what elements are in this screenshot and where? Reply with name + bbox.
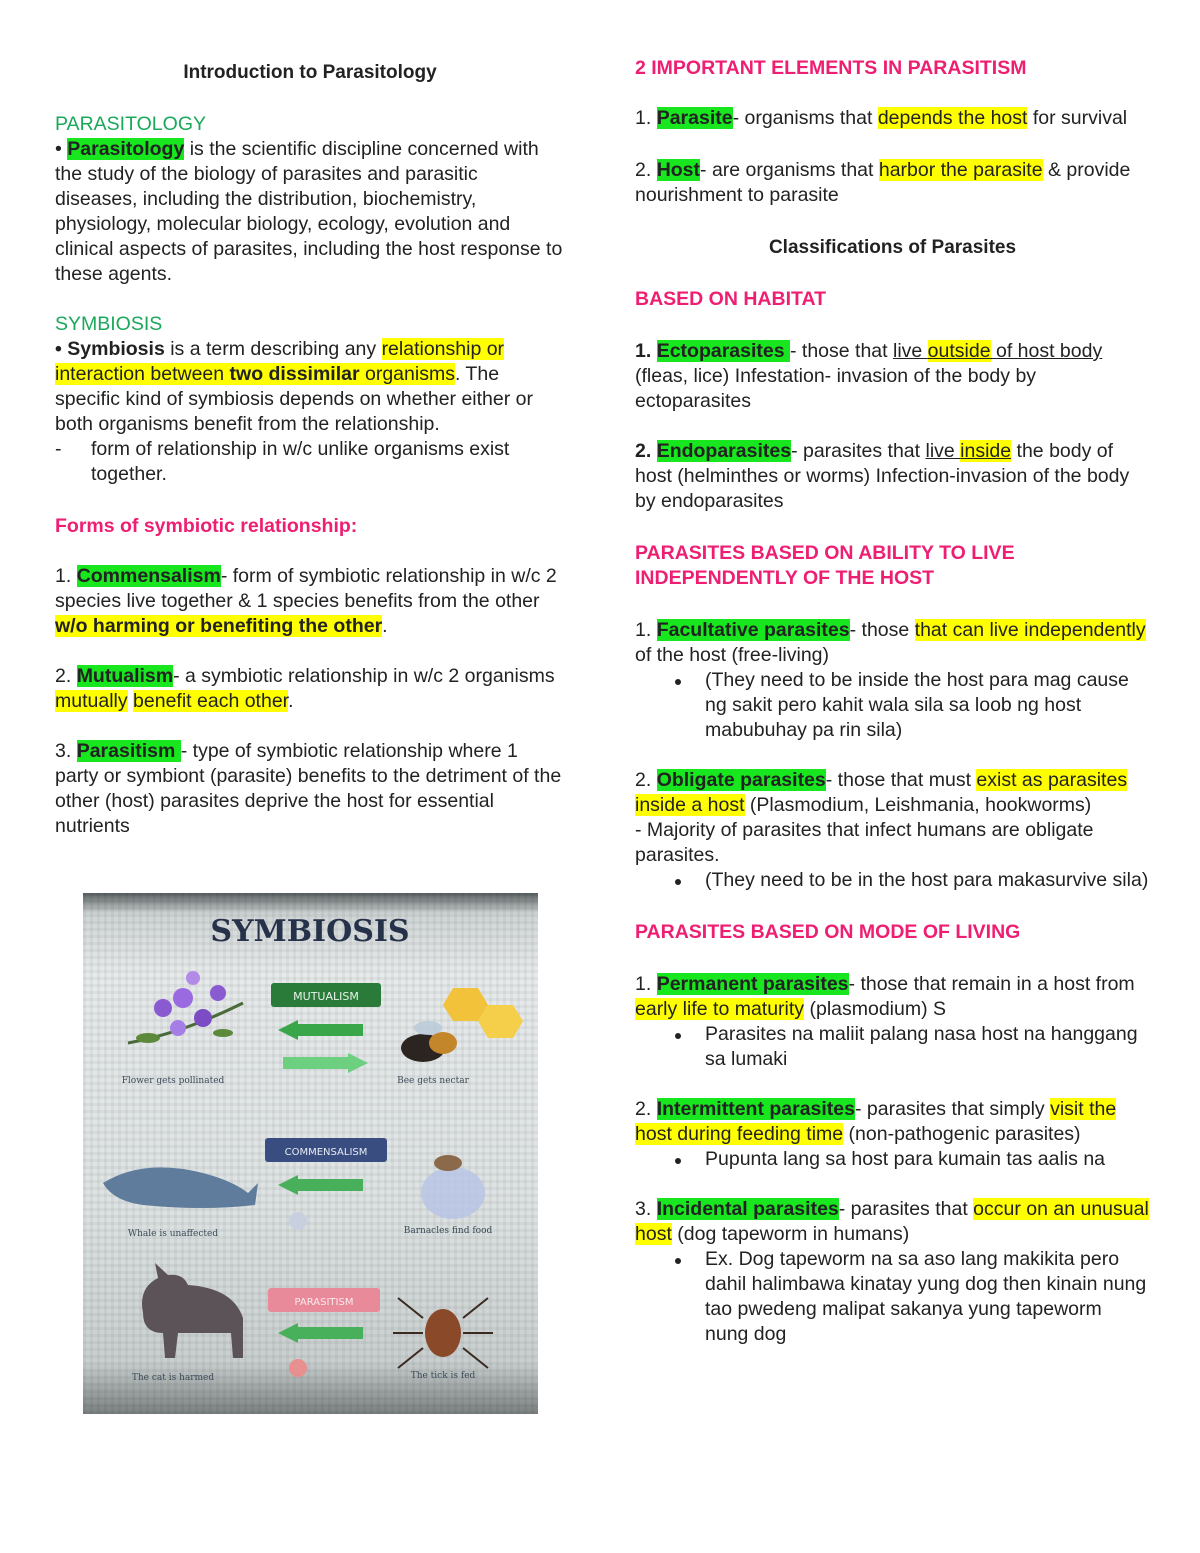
list-item-mutualism [55,664,565,714]
symbiosis-highlight-3: organisms [359,363,455,385]
parasitology-heading: PARASITOLOGY [55,113,206,135]
bullet-item [635,1022,1150,1072]
item-text-1: - those that [790,340,893,362]
item-number: 1. [635,340,657,362]
item-text-2: & provide nourishment to parasite [635,159,1131,206]
list-item-facultative [635,618,1150,668]
classifications-heading: Classifications of Parasites [768,237,1017,258]
bullet-text: (They need to be inside the host para mag cause ng sakit pero kahit wala sila sa loob ng host mabubuhay pa rin sila) [705,669,1129,741]
parasitism-label: PARASITISM [294,1297,354,1308]
item-highlight: that can live independently [914,619,1146,641]
term-mutualism: Mutualism [76,665,174,687]
symbiosis-heading: SYMBIOSIS [55,313,163,335]
parasitology-paragraph [55,137,565,287]
term-parasite: Parasite [656,107,733,129]
item-number: 1. [635,619,657,641]
obligate-note: - Majority of parasites that infect humans are obligate parasites. [635,819,1094,866]
forms-heading: Forms of symbiotic relationship: [55,515,358,537]
item-text-2: (plasmodium) S [804,998,947,1020]
elements-heading: 2 IMPORTANT ELEMENTS IN PARASITISM [635,57,1027,79]
item-text-2: of the host (free-living) [635,644,830,666]
poster-illustration [83,893,538,1414]
term-symbiosis: Symbiosis [67,338,165,360]
caption-bee: Bee gets nectar [397,1076,469,1086]
poster-title: SYMBIOSIS [210,914,410,949]
bullet-dot-icon [675,1033,681,1039]
item-text: - type of symbiotic relationship where 1 party or symbiont (parasite) benefits to the detriment of the other (host) parasites deprive the host for essential nutrients [55,740,562,837]
symbiosis-poster-photo [83,893,538,1414]
bullet-item [635,1147,1150,1172]
mutualism-label: MUTUALISM [293,990,359,1003]
symbiosis-text-1: is a term describing any [164,338,382,360]
symbiosis-highlight-2: two dissimilar [229,363,360,385]
item-underline-1: live [892,340,928,362]
term-intermittent: Intermittent parasites [656,1098,855,1120]
caption-barnacle: Barnacles find food [403,1226,493,1236]
list-item-obligate [635,768,1150,818]
dash-item [55,437,565,487]
symbiosis-paragraph [55,337,565,437]
item-highlight: w/o harming or benefiting the other [55,615,383,637]
barnacle-icon [421,1155,485,1219]
bee-icon [401,988,523,1062]
item-text-2: for survival [1027,107,1128,129]
item-text: - a symbiotic relationship in w/c 2 organisms [173,665,555,687]
list-item-parasitism [55,739,565,839]
harm-icon [289,1359,307,1377]
bullet-text: (They need to be in the host para makasurvive sila) [705,869,1149,891]
item-highlight: depends the host [877,107,1028,129]
item-text-1: - those [849,619,915,641]
item-highlight: inside [960,440,1012,462]
item-text: - form of symbiotic relationship in w/c 2 species live together & 1 species benefits from the other [55,565,557,612]
arrow-left-icon [278,1020,363,1040]
list-item-parasite [635,106,1150,131]
arrow-left-icon [278,1323,363,1343]
item-end: . [288,690,294,712]
item-text-1: - parasites that simply [855,1098,1051,1120]
document-title: Introduction to Parasitology [183,62,437,83]
item-number: 2. [635,1098,657,1120]
item-number: 3. [635,1198,657,1220]
term-endoparasites: Endoparasites [656,440,792,462]
parasitology-text: is the scientific discipline concerned with the study of the biology of parasites and parasitic diseases, including the distribution, biochemistry, physiology, molecular biology, ecology, evolution and clinical aspects of parasites, including the host response to these agents. [55,138,563,285]
item-text-2: (fleas, lice) Infestation- invasion of the body by ectoparasites [635,365,1037,412]
bullet-dot-icon [675,1258,681,1264]
item-highlight: harbor the parasite [878,159,1043,181]
item-number: 1. [55,565,77,587]
item-number: 1. [635,973,657,995]
item-number: 1. [635,107,657,129]
bullet-dot-icon [675,879,681,885]
item-text-2: (dog tapeworm in humans) [671,1223,910,1245]
item-text-1: - parasites that [791,440,926,462]
item-highlight: visit the host during feeding time [635,1098,1117,1145]
item-highlight: occur on an unusual host [635,1198,1149,1245]
item-highlight-1: mutually [55,690,128,712]
item-number: 2. [55,665,77,687]
caption-whale: Whale is unaffected [127,1229,219,1239]
list-item-ectoparasites [635,339,1150,414]
mode-heading: PARASITES BASED ON MODE OF LIVING [635,921,1021,943]
item-text-2: (non-pathogenic parasites) [843,1123,1081,1145]
term-permanent: Permanent parasites [656,973,849,995]
flower-icon [128,971,243,1043]
list-item-incidental [635,1197,1150,1247]
right-column [635,56,1150,1347]
item-number: 3. [55,740,77,762]
list-item-endoparasites [635,439,1150,514]
bullet-dot-icon [675,679,681,685]
arrow-right-icon [283,1053,368,1073]
term-commensalism: Commensalism [76,565,221,587]
term-facultative: Facultative parasites [656,619,850,641]
caption-flower: Flower gets pollinated [121,1076,225,1086]
item-end: . [382,615,388,637]
item-text-2: (Plasmodium, Leishmania, hookworms) [744,794,1092,816]
item-text-1: - are organisms that [700,159,879,181]
bullet-item [635,668,1150,743]
list-item-host [635,158,1150,208]
whale-icon [103,1167,258,1208]
item-number: 2. [635,769,657,791]
ability-heading: PARASITES BASED ON ABILITY TO LIVE INDEPENDENTLY OF THE HOST [635,542,1015,589]
bullet-text: Pupunta lang sa host para kumain tas aalis na [705,1148,1106,1170]
symbiosis-text-2: . The specific kind of symbiosis depends on whether either or both organisms benefit from the relationship. [55,363,533,435]
item-highlight-2: benefit each other [133,690,289,712]
left-column [55,56,565,839]
item-number: 2. [635,159,657,181]
tick-icon [393,1298,493,1368]
bullet-dot-icon [675,1158,681,1164]
bullet-char: • [55,138,68,160]
term-host: Host [656,159,701,181]
item-text-1: - parasites that [838,1198,974,1220]
caption-cat: The cat is harmed [131,1373,215,1383]
term-ectoparasites: Ectoparasites [656,340,790,362]
item-highlight: outside [927,340,991,362]
item-underline: live [925,440,961,462]
item-text-1: - those that must [825,769,977,791]
bullet-char: • [55,338,68,360]
term-parasitism: Parasitism [76,740,181,762]
term-parasitology: Parasitology [67,138,185,160]
item-highlight: exist as parasites inside a host [635,769,1128,816]
arrow-left-icon [278,1175,363,1195]
bullet-text: Ex. Dog tapeworm na sa aso lang makikita pero dahil halimbawa kinatay yung dog then kinain nung tao pwedeng malipat sakanya yung tapeworm nung dog [705,1248,1147,1345]
item-highlight: early life to maturity [635,998,805,1020]
item-underline-2: of host body [990,340,1103,362]
habitat-heading: BASED ON HABITAT [635,288,827,310]
item-text-1: - those that remain in a host from [848,973,1135,995]
dash-text: form of relationship in w/c unlike organisms exist together. [91,438,510,485]
dash-mark: - [55,438,62,460]
term-incidental: Incidental parasites [656,1198,839,1220]
item-text-2: the body of host (helminthes or worms) Infection-invasion of the body by endoparasites [635,440,1130,512]
bullet-item [635,868,1150,893]
list-item-intermittent [635,1097,1150,1147]
item-number: 2. [635,440,657,462]
list-item-permanent [635,972,1150,1022]
list-item-commensalism [55,564,565,639]
bullet-text: Parasites na maliit palang nasa host na hanggang sa lumaki [705,1023,1138,1070]
symbiosis-highlight-1: relationship or interaction between [55,338,505,385]
commensalism-label: COMMENSALISM [284,1147,368,1158]
term-obligate: Obligate parasites [656,769,826,791]
neutral-icon [289,1212,307,1230]
bullet-item [635,1247,1150,1347]
caption-tick: The tick is fed [410,1371,476,1381]
item-text-1: - organisms that [732,107,878,129]
cat-icon [142,1263,243,1358]
